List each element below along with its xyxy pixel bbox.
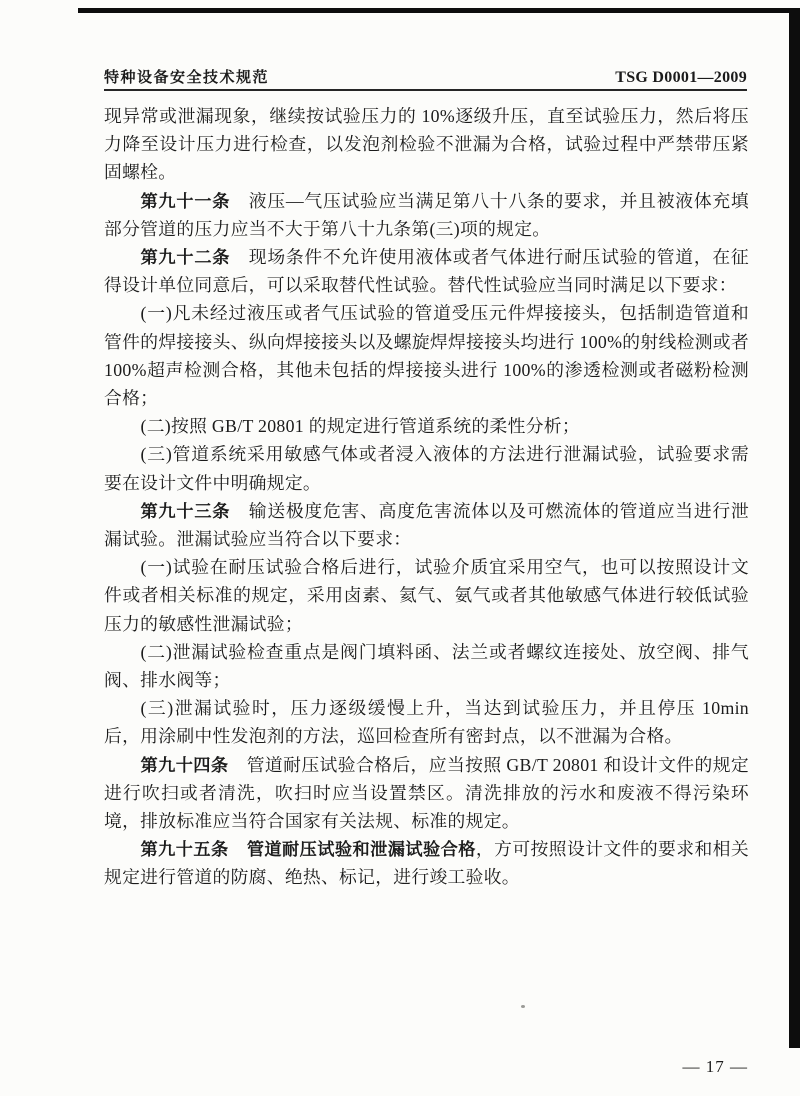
paragraph [104, 243, 749, 299]
paragraph [104, 497, 749, 553]
paragraph [104, 412, 749, 440]
paragraph-text: 输送极度危害、高度危害流体以及可燃流体的管道应当进行泄漏试验。泄漏试验应当符合以下要求： [104, 500, 749, 550]
article-number: 第九十三条 [140, 500, 231, 521]
paragraph [104, 553, 749, 638]
paragraph [104, 835, 749, 891]
paragraph [104, 440, 749, 496]
paragraph [104, 187, 749, 243]
scan-border-right [789, 8, 800, 1048]
paragraph [104, 694, 749, 750]
document-code: TSG D0001—2009 [615, 69, 747, 86]
paragraph-text: 液压—气压试验应当满足第八十八条的要求，并且被液体充填部分管道的压力应当不大于第八十九条第(三)项的规定。 [104, 190, 749, 239]
scan-speck [521, 1005, 525, 1008]
article-number: 第九十四条 [140, 754, 229, 775]
paragraph-text: 现场条件不允许使用液体或者气体进行耐压试验的管道，在征得设计单位同意后，可以采取替代性试验。替代性试验应当同时满足以下要求： [104, 247, 749, 296]
header-rule [104, 89, 747, 91]
paragraph-text: (一)凡未经过液压或者气压试验的管道受压元件焊接接头，包括制造管道和管件的焊接接头、纵向焊接接头以及螺旋焊焊接接头均进行 100%的射线检测或者 100%超声检测合格，其他未包括的焊接接头进行 100%的渗透检测或者磁粉检测合格； [104, 303, 749, 409]
document-body [104, 102, 749, 892]
paragraph [104, 751, 749, 836]
article-number: 管道耐压试验和泄漏试验合格 [246, 839, 476, 860]
paragraph [104, 299, 749, 412]
document-title: 特种设备安全技术规范 [104, 69, 270, 86]
paragraph-text: 现异常或泄漏现象，继续按试验压力的 10%逐级升压，直至试验压力，然后将压力降至设计压力进行检查，以发泡剂检验不泄漏为合格，试验过程中严禁带压紧固螺栓。 [104, 106, 749, 183]
paragraph-text: (三)管道系统采用敏感气体或者浸入液体的方法进行泄漏试验，试验要求需要在设计文件中明确规定。 [104, 444, 749, 493]
paragraph-text: ，方可按照设计文件的要求和相关规定进行管道的防腐、绝热、标记，进行竣工验收。 [104, 839, 749, 888]
page-header [104, 66, 747, 87]
paragraph-text: (一)试验在耐压试验合格后进行，试验介质宜采用空气，也可以按照设计文件或者相关标准的规定，采用卤素、氦气、氨气或者其他敏感气体进行较低试验压力的敏感性泄漏试验； [104, 557, 749, 634]
article-number: 第九十五条 [140, 839, 229, 860]
article-number: 第九十一条 [140, 190, 231, 211]
paragraph-text: (二)泄漏试验检查重点是阀门填料函、法兰或者螺纹连接处、放空阀、排气阀、排水阀等； [104, 641, 749, 691]
paragraph-text: (二)按照 GB/T 20801 的规定进行管道系统的柔性分析； [140, 416, 580, 437]
paragraph-text [229, 839, 247, 859]
paragraph-text: (三)泄漏试验时，压力逐级缓慢上升，当达到试验压力，并且停压 10min 后，用涂刷中性发泡剂的方法，巡回检查所有密封点，以不泄漏为合格。 [104, 698, 749, 747]
page-number: — 17 — [682, 1057, 748, 1076]
paragraph-text: 管道耐压试验合格后，应当按照 GB/T 20801 和设计文件的规定进行吹扫或者清洗，吹扫时应当设置禁区。清洗排放的污水和废液不得污染环境，排放标准应当符合国家有关法规、标准的规定。 [104, 754, 749, 832]
paragraph [104, 638, 749, 694]
article-number: 第九十二条 [140, 247, 231, 268]
paragraph [104, 102, 749, 187]
scan-border-top [78, 8, 800, 13]
